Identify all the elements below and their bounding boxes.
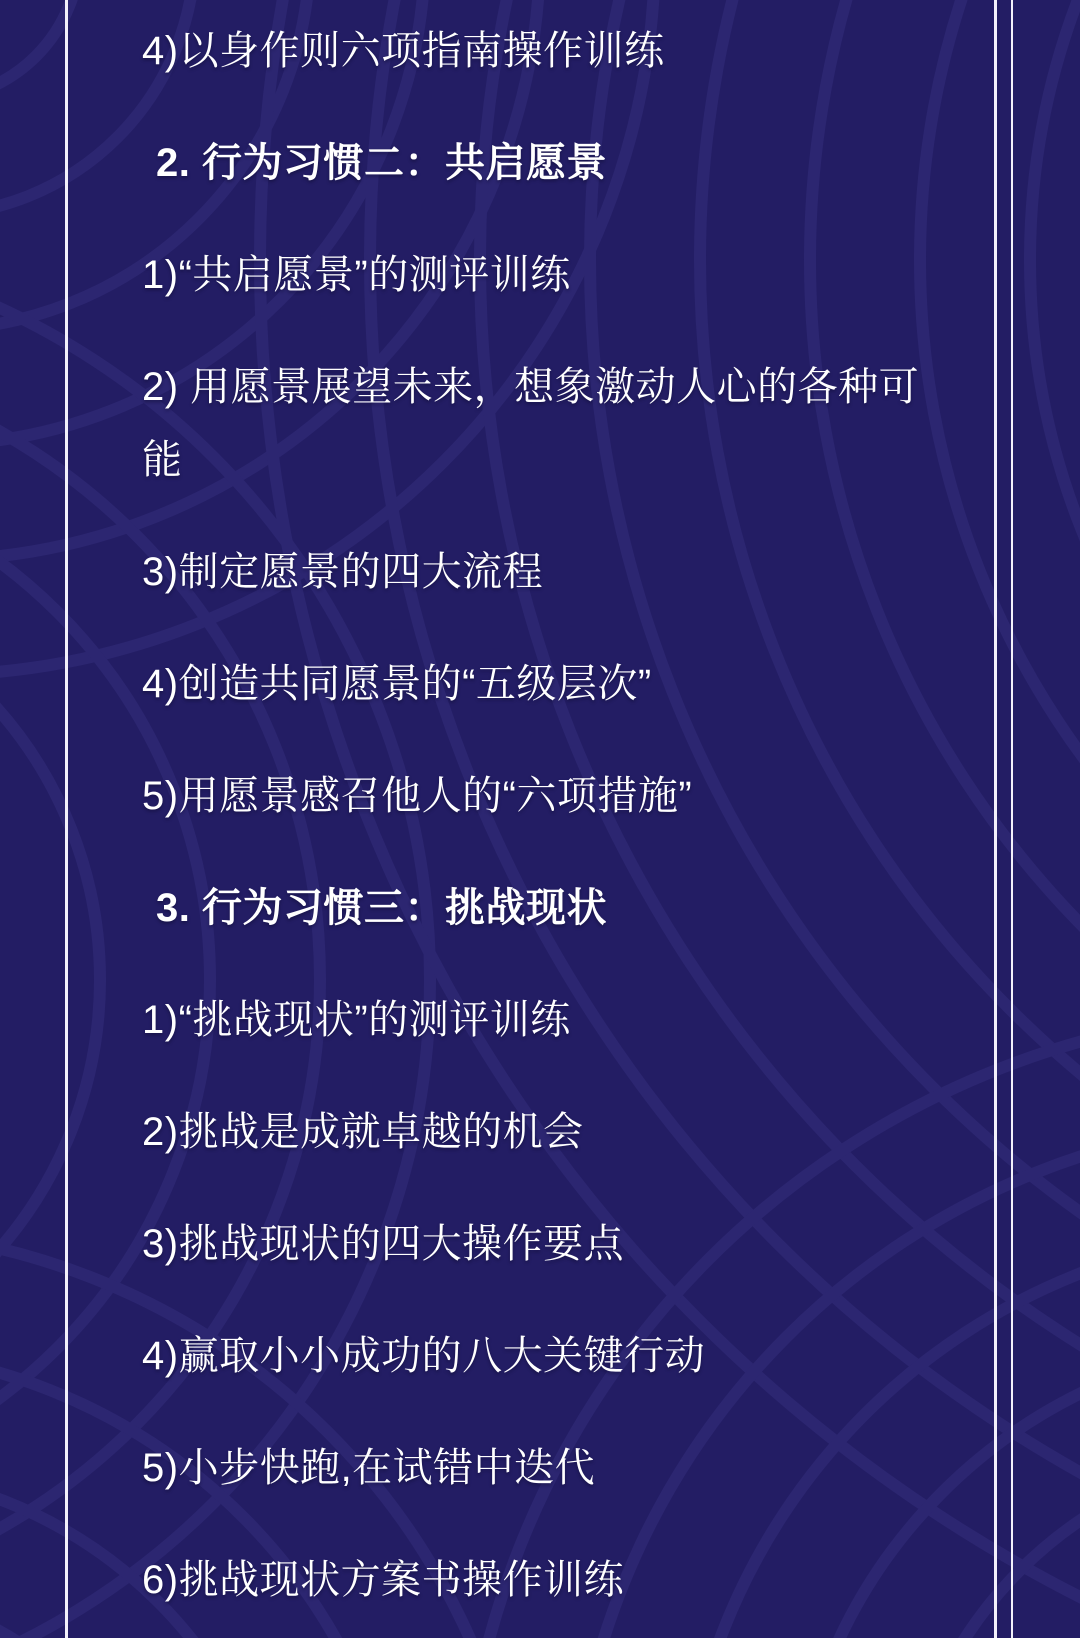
course-outline-list: [142, 15, 942, 1638]
outline-item: 5)小步快跑,在试错中迭代: [142, 1446, 596, 1490]
section-heading: 3. 行为习惯三：挑战现状: [156, 886, 607, 930]
outline-item: 2) 用愿景展望未来，想象激动人心的各种可能: [142, 365, 920, 482]
section-heading: 2. 行为习惯二：共启愿景: [156, 141, 607, 185]
outline-item: 6)挑战现状方案书操作训练: [142, 1558, 625, 1602]
frame-line-right-outer: [1011, 0, 1013, 1638]
outline-item: 4)以身作则六项指南操作训练: [142, 29, 665, 73]
outline-item: 3)制定愿景的四大流程: [142, 550, 544, 594]
outline-item: 4)赢取小小成功的八大关键行动: [142, 1334, 706, 1378]
outline-item: 1)“挑战现状”的测评训练: [142, 998, 571, 1042]
outline-item: 4)创造共同愿景的“五级层次”: [142, 662, 652, 706]
frame-line-left: [65, 0, 68, 1638]
outline-item: 5)用愿景感召他人的“六项措施”: [142, 774, 693, 818]
outline-item: 3)挑战现状的四大操作要点: [142, 1222, 625, 1266]
outline-item: 2)挑战是成就卓越的机会: [142, 1110, 584, 1154]
outline-item: 1)“共启愿景”的测评训练: [142, 253, 571, 297]
frame-line-right-inner: [994, 0, 997, 1638]
